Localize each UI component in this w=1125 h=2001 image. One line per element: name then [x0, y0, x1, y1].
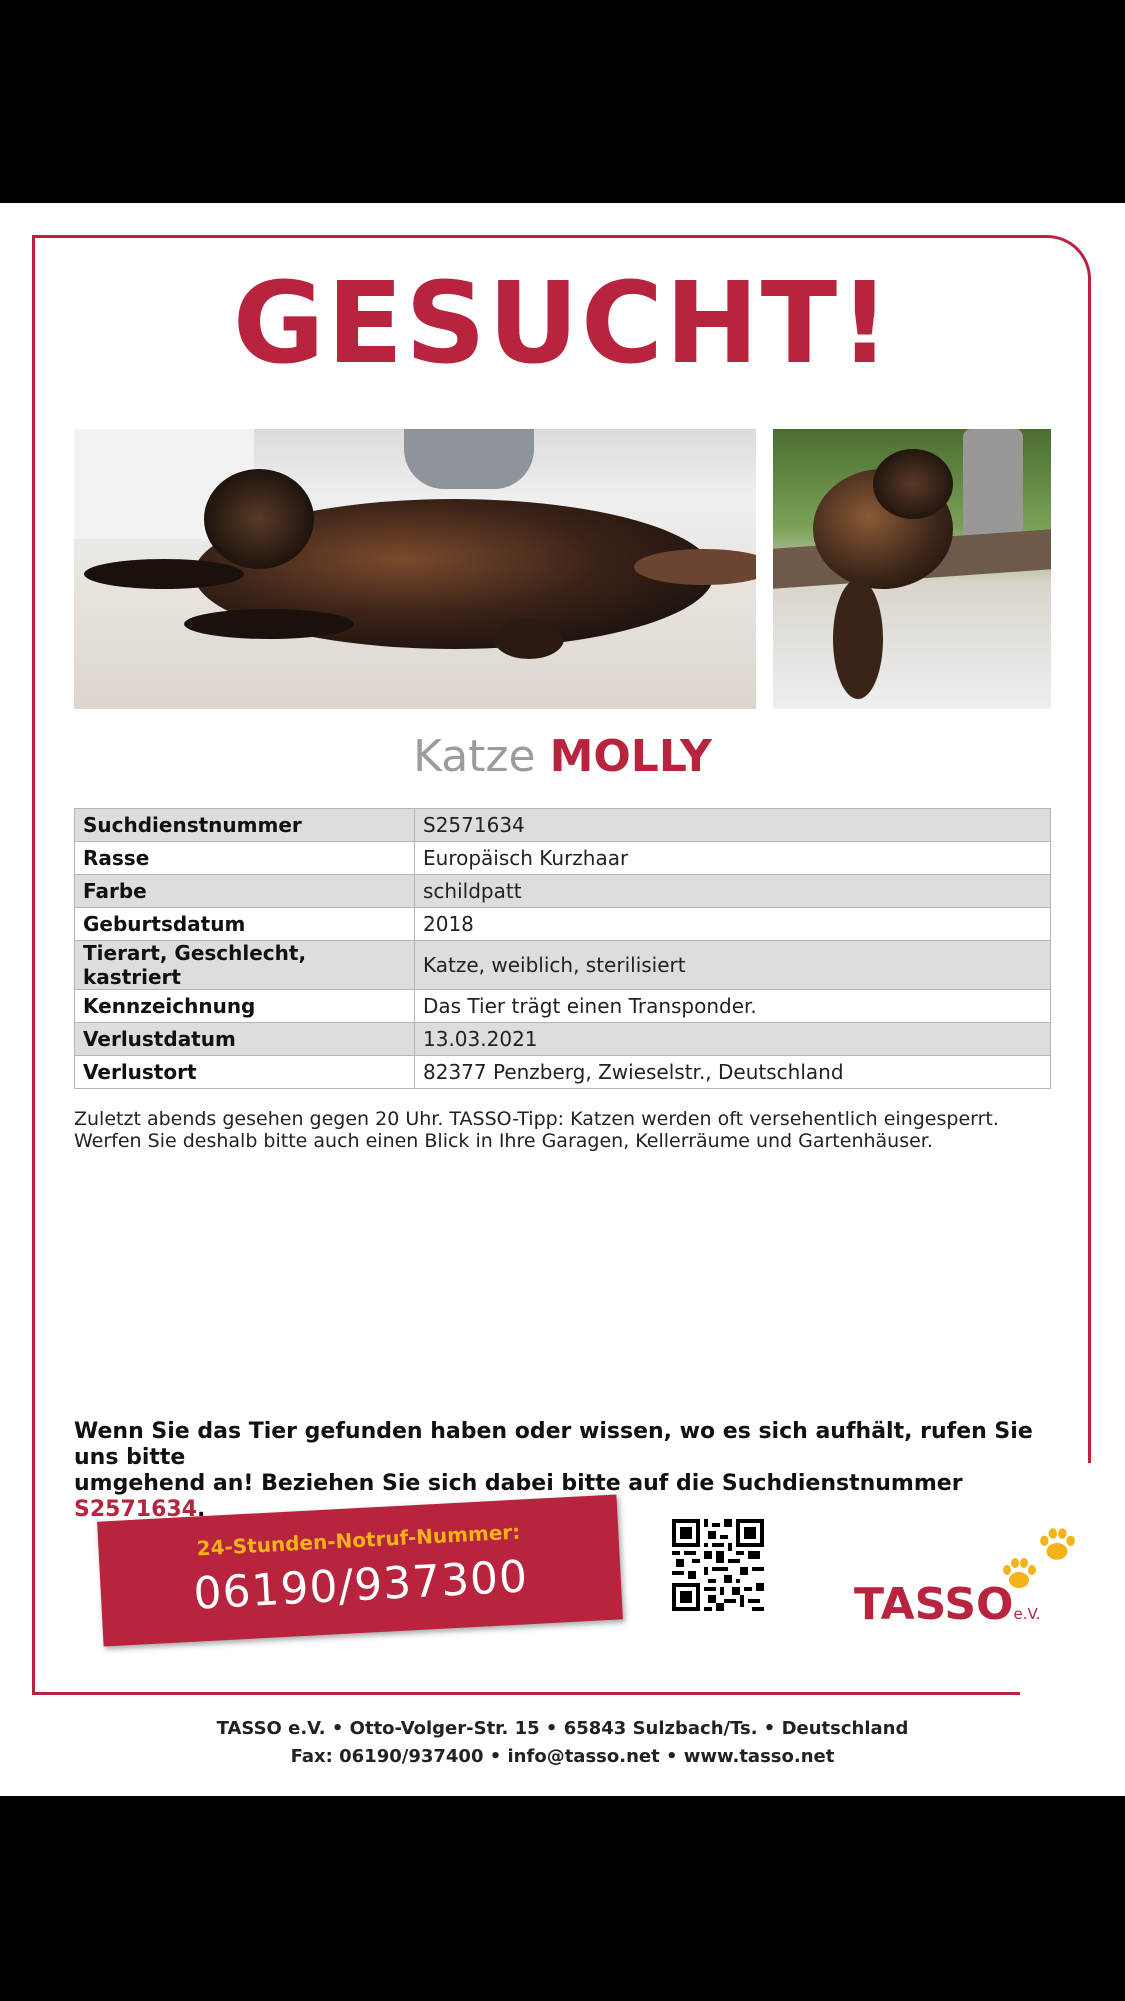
detail-label: Geburtsdatum [75, 908, 415, 941]
logo-suffix: e.V. [1013, 1605, 1041, 1623]
hotline-number[interactable]: 06190/937300 [192, 1551, 530, 1620]
table-row [75, 908, 1051, 941]
footer [0, 1715, 1125, 1771]
detail-label: Kennzeichnung [75, 990, 415, 1023]
table-row [75, 941, 1051, 990]
poster-page [0, 203, 1125, 1796]
animal-title [0, 731, 1125, 782]
hotline-label: 24-Stunden-Notruf-Nummer: [196, 1519, 521, 1561]
table-row [75, 875, 1051, 908]
tasso-logo [854, 1579, 1041, 1630]
detail-value: schildpatt [415, 875, 1051, 908]
animal-type: Katze [413, 731, 536, 782]
detail-value: Europäisch Kurzhaar [415, 842, 1051, 875]
detail-value: Katze, weiblich, sterilisiert [415, 941, 1051, 990]
paw-icon [1036, 1523, 1078, 1565]
sighting-note [74, 1108, 1054, 1152]
headline: GESUCHT! [232, 259, 893, 389]
detail-label: Rasse [75, 842, 415, 875]
qr-code[interactable] [672, 1519, 764, 1611]
poster-frame-bottom [32, 1692, 1020, 1695]
detail-value: 2018 [415, 908, 1051, 941]
detail-label: Suchdienstnummer [75, 809, 415, 842]
cat-photo-lying [74, 429, 756, 709]
appeal-line: Wenn Sie das Tier gefunden haben oder wissen, wo es sich aufhält, rufen Sie uns bitte [74, 1419, 1033, 1470]
details-table [74, 808, 1051, 1089]
table-row [75, 842, 1051, 875]
detail-value: 82377 Penzberg, Zwieselstr., Deutschland [415, 1056, 1051, 1089]
table-row [75, 990, 1051, 1023]
logo-name: TASSO [854, 1579, 1014, 1630]
detail-label: Tierart, Geschlecht, kastriert [75, 941, 415, 990]
appeal-search-number: S2571634 [74, 1497, 197, 1522]
table-row [75, 1023, 1051, 1056]
table-row [75, 809, 1051, 842]
detail-label: Verlustort [75, 1056, 415, 1089]
detail-value: 13.03.2021 [415, 1023, 1051, 1056]
note-line: Werfen Sie deshalb bitte auch einen Blick in Ihre Garagen, Kellerräume und Gartenhäuser. [74, 1130, 933, 1152]
note-line: Zuletzt abends gesehen gegen 20 Uhr. TASSO-Tipp: Katzen werden oft versehentlich eingesperrt. [74, 1108, 999, 1130]
detail-value: Das Tier trägt einen Transponder. [415, 990, 1051, 1023]
detail-value: S2571634 [415, 809, 1051, 842]
footer-address: TASSO e.V. • Otto-Volger-Str. 15 • 65843 Sulzbach/Ts. • Deutschland [216, 1718, 909, 1739]
table-row [75, 1056, 1051, 1089]
footer-contact: Fax: 06190/937400 • info@tasso.net • www.tasso.net [290, 1746, 835, 1767]
detail-label: Verlustdatum [75, 1023, 415, 1056]
animal-name: MOLLY [549, 731, 712, 782]
cat-photo-sitting [773, 429, 1051, 709]
appeal-line: umgehend an! Beziehen Sie sich dabei bitte auf die Suchdienstnummer S2571634. [74, 1471, 963, 1522]
detail-label: Farbe [75, 875, 415, 908]
